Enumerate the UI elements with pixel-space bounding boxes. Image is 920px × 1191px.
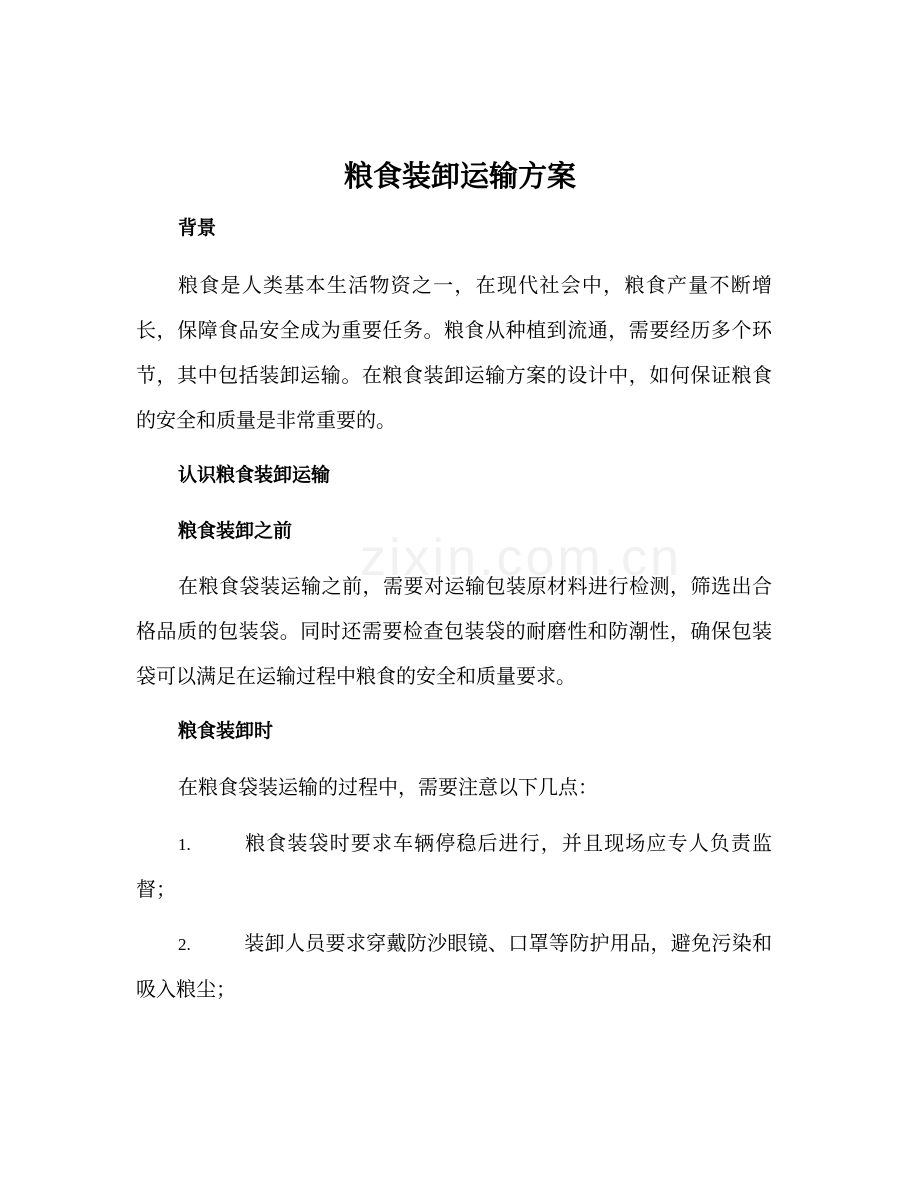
heading-background: 背景 <box>178 217 217 239</box>
heading-during-loading: 粮食装卸时 <box>178 720 274 742</box>
list-item-text: 粮食装袋时要求车辆停稳后进行，并且现场应专人负责监督； <box>136 831 772 901</box>
list-item-number: 1. <box>178 835 191 854</box>
list-item-number: 2. <box>178 935 191 954</box>
paragraph-during-intro: 在粮食袋装运输的过程中，需要注意以下几点： <box>178 775 598 799</box>
watermark: zixin.com.cn <box>360 529 683 587</box>
list-item-text: 装卸人员要求穿戴防沙眼镜、口罩等防护用品，避免污染和吸入粮尘； <box>136 931 772 1001</box>
heading-before-loading: 粮食装卸之前 <box>178 520 293 542</box>
paragraph-background: 粮食是人类基本生活物资之一，在现代社会中，粮食产量不断增长，保障食品安全成为重要任务。粮食从种植到流通，需要经历多个环节，其中包括装卸运输。在粮食装卸运输方案的设计中，如何保证粮食的安全和质量是非常重要的。 <box>136 273 772 432</box>
paragraph-before-loading: 在粮食袋装运输之前，需要对运输包装原材料进行检测，筛选出合格品质的包装袋。同时还需要检查包装袋的耐磨性和防潮性，确保包装袋可以满足在运输过程中粮食的安全和质量要求。 <box>136 574 772 688</box>
list-item <box>136 821 772 912</box>
heading-understanding: 认识粮食装卸运输 <box>178 464 331 486</box>
document-title: 粮食装卸运输方案 <box>343 159 576 193</box>
list-item <box>136 921 772 1012</box>
